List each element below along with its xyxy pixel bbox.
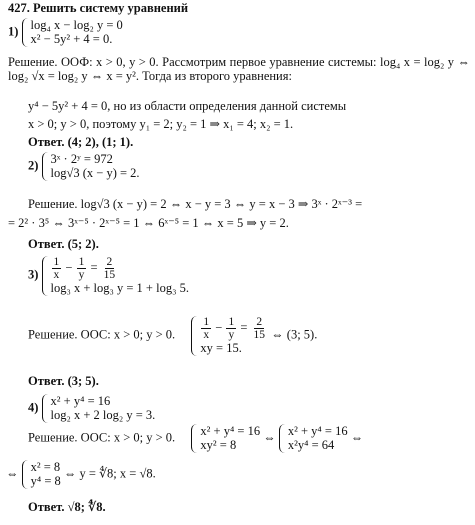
part4-eq1: x² + y⁴ = 16: [50, 394, 111, 408]
part2-answer: Ответ. (5; 2).: [28, 237, 99, 251]
part4-sysC-eq1: x² = 8: [30, 460, 61, 474]
part4-sysA-eq2: xy² = 8: [200, 438, 237, 453]
part4-eq2: log₂ x + 2 log₂ y = 3.: [50, 408, 156, 423]
system-brace: [191, 424, 197, 453]
part4-system-b: [279, 424, 348, 453]
fraction-2-over-15: $\frac{2}{15}$: [103, 256, 116, 282]
part4-system-c: [22, 460, 61, 489]
part3-sys-eq2: xy = 15.: [200, 341, 242, 356]
part1-label: 1): [8, 24, 19, 39]
system-brace: [22, 460, 28, 489]
part1-eq1: log₄ x − log₂ y = 0: [30, 18, 123, 32]
system-brace: [42, 394, 48, 423]
fraction-1-over-x: $\frac{1}{x}$: [53, 256, 60, 282]
system-brace: [191, 316, 197, 356]
system-brace: [22, 18, 28, 47]
part2-system: [28, 152, 140, 181]
equivalence-arrow: ⇔: [350, 430, 364, 445]
part3-solution-system: [191, 316, 268, 356]
problem-header: [8, 1, 188, 15]
fraction-2-over-15: $\frac{2}{15}$: [253, 316, 266, 342]
part4-sysA-eq1: x² + y⁴ = 16: [200, 424, 261, 438]
fraction-1-over-x: $\frac{1}{x}$: [203, 316, 210, 342]
part3-equation-system: [42, 256, 189, 296]
part2-solution-line1: Решение. log√3 (x − y) = 2 ⇔ x − y = 3 ⇔ y = x − 3 ⇒ 3ˣ · 2ˣ⁻³ =: [28, 197, 363, 211]
fraction-1-over-y: $\frac{1}{y}$: [228, 316, 235, 342]
system-brace: [42, 152, 48, 181]
part2-eq2: log√3 (x − y) = 2.: [50, 166, 140, 181]
part4-result: ⇔ y = ∜8; x = √8.: [63, 466, 156, 481]
part4-sysB-eq2: x²y⁴ = 64: [287, 438, 335, 453]
part4-system-a: [191, 424, 260, 453]
part2-solution-line2: = 2² · 3⁵ ⇔ 3ˣ⁻⁵ · 2ˣ⁻⁵ = 1 ⇔ 6ˣ⁻⁵ = 1 ⇔ x = 5 ⇒ y = 2.: [8, 216, 289, 230]
part1-equation-system: [22, 18, 123, 47]
part1-eq2: x² − 5y² + 4 = 0.: [30, 32, 113, 47]
part4-solution: [28, 424, 363, 453]
part3-solution: [28, 316, 317, 356]
part3-system: [28, 256, 189, 296]
part4-system: [28, 394, 155, 423]
part1-solution-line2: y⁴ − 5y² + 4 = 0, но из области определения данной системы: [28, 99, 347, 113]
part3-label: 3): [28, 267, 39, 282]
part4-final: [6, 460, 156, 489]
part3-sys-eq1: $\frac{1}{x}$ − $\frac{1}{y}$ = $\frac{2}{15}$: [203, 316, 266, 342]
part2-label: 2): [28, 158, 39, 173]
problem-title: Решить систему уравнений: [33, 1, 189, 15]
equivalence-arrow: ⇔: [263, 430, 276, 445]
problem-number: 427.: [8, 1, 30, 15]
equivalence-arrow: ⇔: [6, 466, 19, 481]
part4-sysB-eq1: x² + y⁴ = 16: [287, 424, 348, 438]
part4-sysC-eq2: y⁴ = 8: [30, 474, 61, 489]
fraction-1-over-y: $\frac{1}{y}$: [78, 256, 85, 282]
part2-eq1: 3ˣ · 2ʸ = 972: [50, 152, 113, 166]
part1-system: [8, 18, 123, 47]
part2-equation-system: [42, 152, 140, 181]
part3-answer: Ответ. (3; 5).: [28, 374, 99, 388]
part1-solution-text: Решение. ООФ: x > 0, y > 0. Рассмотрим первое уравнение системы: log₄ x = log₂ y ⇔ log₂ √x = log₂ y ⇔ x = y². Тогда из второго уравнения:: [8, 55, 470, 84]
part3-eq1: $\frac{1}{x}$ − $\frac{1}{y}$ = $\frac{2}{15}$: [53, 256, 116, 282]
part3-solution-prefix: Решение. ООС: x > 0; y > 0.: [28, 327, 176, 342]
part3-result: ⇔ (3; 5).: [271, 327, 318, 342]
part1-solution-line3: x > 0; y > 0, поэтому y₁ = 2; y₂ = 1 ⇒ x₁ = 4; x₂ = 1.: [28, 117, 294, 131]
part4-equation-system: [42, 394, 156, 423]
part4-solution-prefix: Решение. ООС: x > 0; y > 0.: [28, 430, 176, 445]
part3-eq2: log₃ x + log₃ y = 1 + log₃ 5.: [50, 281, 189, 296]
part4-label: 4): [28, 400, 39, 415]
part4-answer: Ответ. √8; ∜8.: [28, 500, 106, 514]
system-brace: [42, 256, 48, 296]
system-brace: [279, 424, 285, 453]
part1-answer: Ответ. (4; 2), (1; 1).: [28, 135, 134, 149]
